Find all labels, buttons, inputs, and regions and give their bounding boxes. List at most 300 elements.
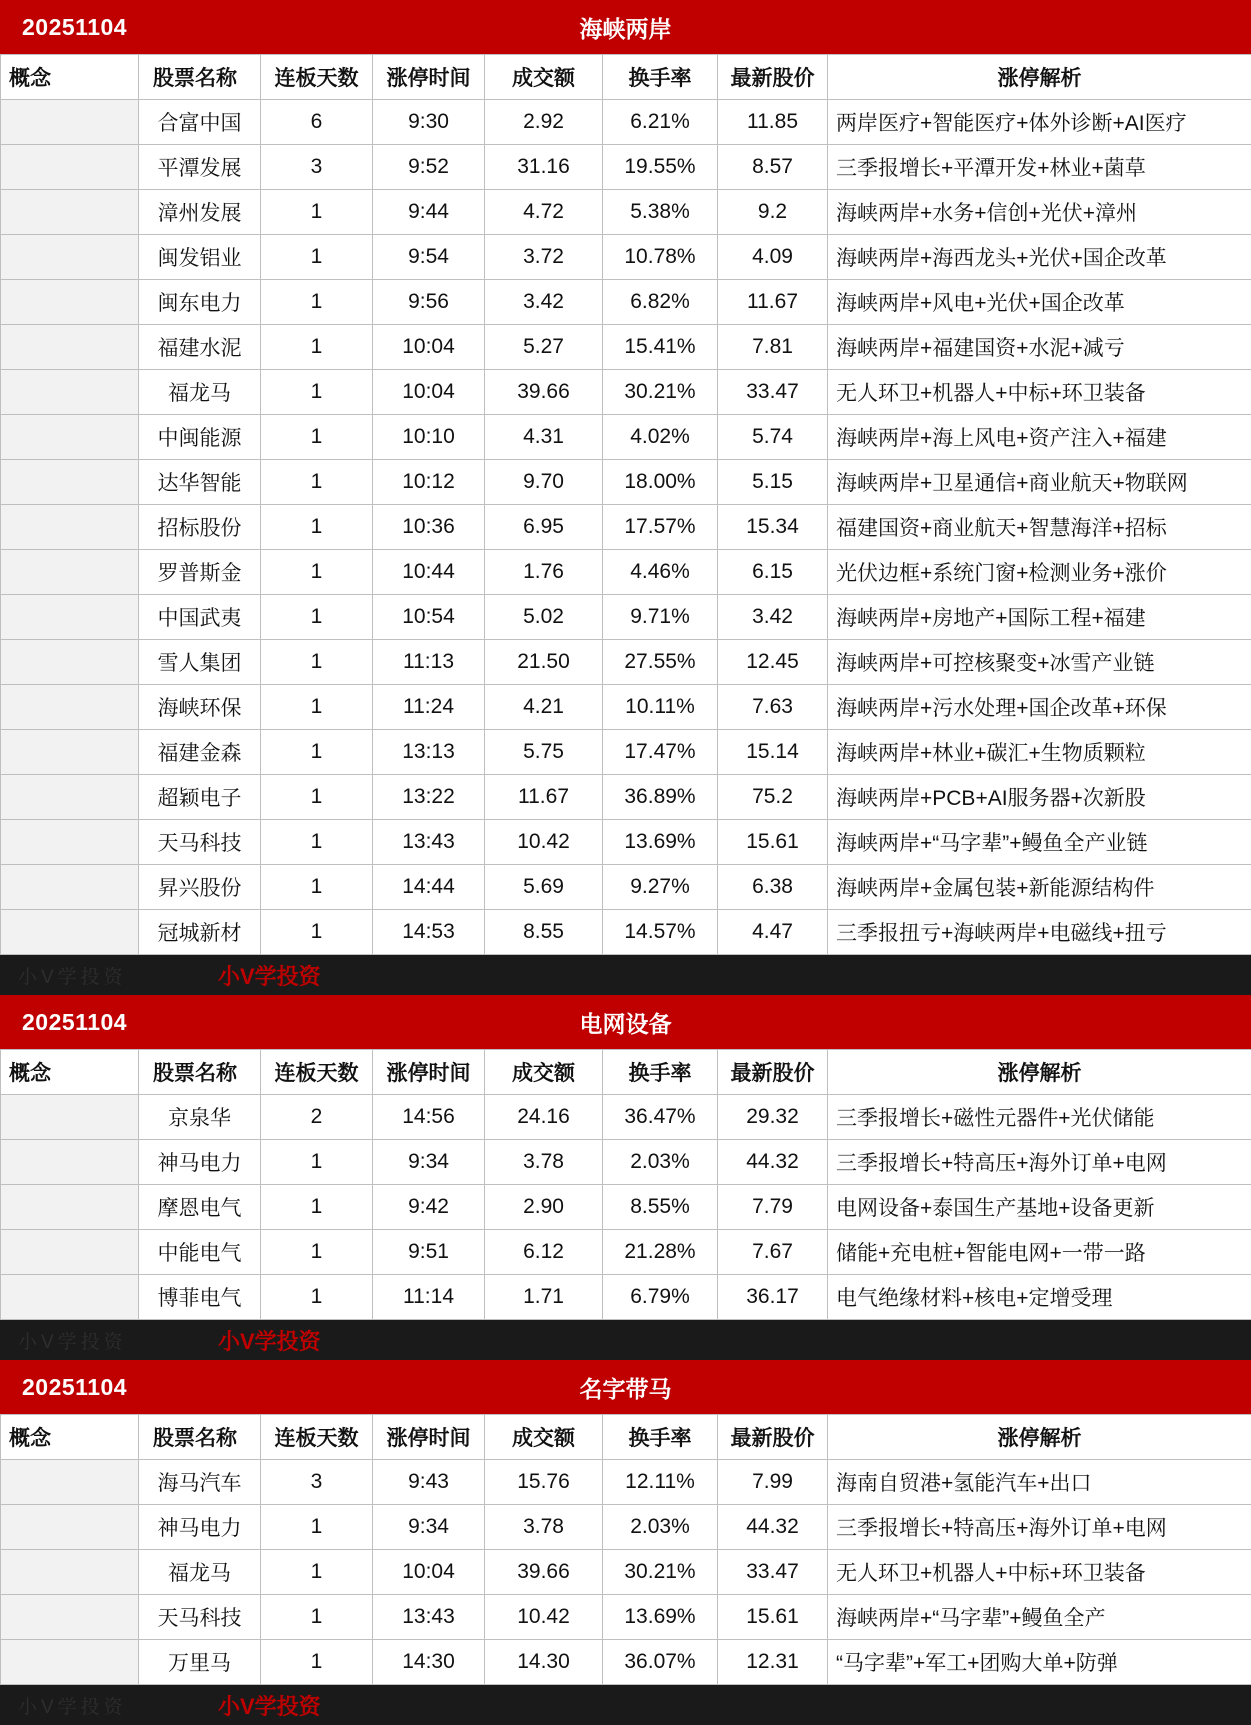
cell-limit-up-time: 9:34 [373, 1140, 485, 1185]
cell-limit-up-analysis: 三季报增长+特高压+海外订单+电网 [828, 1140, 1251, 1185]
column-header: 概念 [1, 1050, 139, 1095]
column-header: 换手率 [603, 1415, 718, 1460]
cell-concept [1, 280, 139, 325]
cell-consecutive-days: 1 [261, 595, 373, 640]
cell-limit-up-analysis: 海峡两岸+金属包装+新能源结构件 [828, 865, 1251, 910]
cell-stock-name: 中闽能源 [139, 415, 261, 460]
block-concept-title: 名字带马 [0, 1371, 1251, 1404]
cell-stock-name: 博菲电气 [139, 1275, 261, 1320]
cell-latest-price: 33.47 [718, 370, 828, 415]
cell-limit-up-time: 9:34 [373, 1505, 485, 1550]
cell-limit-up-analysis: 海峡两岸+可控核聚变+冰雪产业链 [828, 640, 1251, 685]
cell-stock-name: 天马科技 [139, 1595, 261, 1640]
cell-concept [1, 1595, 139, 1640]
cell-concept [1, 1275, 139, 1320]
table-row [1, 1275, 1251, 1320]
cell-turnover-amount: 8.55 [485, 910, 603, 955]
cell-limit-up-analysis: 电网设备+泰国生产基地+设备更新 [828, 1185, 1251, 1230]
stock-table [0, 54, 1251, 955]
table-row [1, 640, 1251, 685]
cell-latest-price: 15.14 [718, 730, 828, 775]
cell-stock-name: 海峡环保 [139, 685, 261, 730]
cell-stock-name: 福龙马 [139, 370, 261, 415]
cell-turnover-amount: 5.75 [485, 730, 603, 775]
cell-limit-up-time: 13:22 [373, 775, 485, 820]
cell-latest-price: 3.42 [718, 595, 828, 640]
cell-consecutive-days: 1 [261, 1505, 373, 1550]
cell-concept [1, 1460, 139, 1505]
cell-limit-up-time: 10:10 [373, 415, 485, 460]
cell-concept [1, 1185, 139, 1230]
cell-consecutive-days: 1 [261, 775, 373, 820]
column-header: 成交额 [485, 1415, 603, 1460]
table-row [1, 1550, 1251, 1595]
cell-limit-up-analysis: 海峡两岸+“马字辈”+鳗鱼全产业链 [828, 820, 1251, 865]
footer-watermark-strip [0, 1685, 1251, 1725]
block-concept-title: 海峡两岸 [0, 11, 1251, 44]
cell-turnover-amount: 9.70 [485, 460, 603, 505]
cell-turnover-amount: 2.90 [485, 1185, 603, 1230]
cell-limit-up-analysis: 光伏边框+系统门窗+检测业务+涨价 [828, 550, 1251, 595]
cell-limit-up-analysis: 海南自贸港+氢能汽车+出口 [828, 1460, 1251, 1505]
cell-consecutive-days: 6 [261, 100, 373, 145]
cell-limit-up-analysis: 海峡两岸+海上风电+资产注入+福建 [828, 415, 1251, 460]
table-row [1, 1595, 1251, 1640]
report-block [0, 1360, 1251, 1725]
cell-stock-name: 达华智能 [139, 460, 261, 505]
table-row [1, 775, 1251, 820]
column-header: 股票名称 [139, 1415, 261, 1460]
cell-turnover-amount: 14.30 [485, 1640, 603, 1685]
column-header: 最新股价 [718, 55, 828, 100]
cell-latest-price: 75.2 [718, 775, 828, 820]
cell-limit-up-time: 14:56 [373, 1095, 485, 1140]
table-row [1, 1095, 1251, 1140]
cell-concept [1, 460, 139, 505]
footer-watermark-strip [0, 955, 1251, 995]
table-row [1, 325, 1251, 370]
cell-limit-up-analysis: 储能+充电桩+智能电网+一带一路 [828, 1230, 1251, 1275]
cell-latest-price: 4.47 [718, 910, 828, 955]
cell-stock-name: 神马电力 [139, 1505, 261, 1550]
table-row [1, 235, 1251, 280]
cell-limit-up-time: 9:56 [373, 280, 485, 325]
cell-concept [1, 1230, 139, 1275]
cell-turnover-rate: 9.71% [603, 595, 718, 640]
footer-ghost-text: 小V学投资 [18, 962, 127, 989]
cell-stock-name: 冠城新材 [139, 910, 261, 955]
cell-turnover-amount: 11.67 [485, 775, 603, 820]
footer-ghost-text: 小V学投资 [18, 1692, 127, 1719]
cell-limit-up-analysis: 三季报扭亏+海峡两岸+电磁线+扭亏 [828, 910, 1251, 955]
cell-concept [1, 1095, 139, 1140]
table-row [1, 1640, 1251, 1685]
cell-consecutive-days: 1 [261, 550, 373, 595]
cell-turnover-amount: 4.31 [485, 415, 603, 460]
cell-latest-price: 7.81 [718, 325, 828, 370]
table-row [1, 190, 1251, 235]
cell-limit-up-time: 14:44 [373, 865, 485, 910]
cell-turnover-rate: 30.21% [603, 1550, 718, 1595]
cell-concept [1, 550, 139, 595]
cell-stock-name: 雪人集团 [139, 640, 261, 685]
cell-limit-up-time: 9:42 [373, 1185, 485, 1230]
cell-limit-up-time: 14:53 [373, 910, 485, 955]
cell-stock-name: 合富中国 [139, 100, 261, 145]
cell-turnover-rate: 10.11% [603, 685, 718, 730]
cell-turnover-amount: 24.16 [485, 1095, 603, 1140]
cell-turnover-amount: 39.66 [485, 370, 603, 415]
cell-limit-up-time: 9:30 [373, 100, 485, 145]
cell-concept [1, 685, 139, 730]
block-title-bar [0, 1360, 1251, 1414]
cell-limit-up-time: 14:30 [373, 1640, 485, 1685]
cell-turnover-amount: 39.66 [485, 1550, 603, 1595]
cell-limit-up-time: 13:43 [373, 1595, 485, 1640]
cell-turnover-rate: 14.57% [603, 910, 718, 955]
cell-limit-up-analysis: 两岸医疗+智能医疗+体外诊断+AI医疗 [828, 100, 1251, 145]
cell-concept [1, 910, 139, 955]
cell-turnover-amount: 15.76 [485, 1460, 603, 1505]
cell-turnover-rate: 15.41% [603, 325, 718, 370]
cell-turnover-amount: 5.27 [485, 325, 603, 370]
cell-turnover-amount: 1.71 [485, 1275, 603, 1320]
block-title-bar [0, 995, 1251, 1049]
cell-turnover-rate: 36.47% [603, 1095, 718, 1140]
cell-consecutive-days: 1 [261, 730, 373, 775]
column-header: 概念 [1, 1415, 139, 1460]
cell-stock-name: 闽东电力 [139, 280, 261, 325]
watermark-label: 小V学投资 [218, 1690, 321, 1721]
table-row [1, 280, 1251, 325]
cell-consecutive-days: 1 [261, 865, 373, 910]
cell-consecutive-days: 1 [261, 235, 373, 280]
cell-concept [1, 415, 139, 460]
cell-stock-name: 招标股份 [139, 505, 261, 550]
cell-limit-up-time: 10:04 [373, 1550, 485, 1595]
cell-turnover-amount: 10.42 [485, 1595, 603, 1640]
column-header: 连板天数 [261, 1415, 373, 1460]
cell-latest-price: 7.99 [718, 1460, 828, 1505]
watermark-label: 小V学投资 [218, 1325, 321, 1356]
cell-concept [1, 1505, 139, 1550]
cell-consecutive-days: 1 [261, 1185, 373, 1230]
cell-turnover-amount: 6.12 [485, 1230, 603, 1275]
block-title-bar [0, 0, 1251, 54]
table-row [1, 820, 1251, 865]
cell-concept [1, 1640, 139, 1685]
cell-latest-price: 15.61 [718, 820, 828, 865]
cell-stock-name: 闽发铝业 [139, 235, 261, 280]
cell-latest-price: 44.32 [718, 1505, 828, 1550]
cell-concept [1, 1550, 139, 1595]
cell-limit-up-time: 13:43 [373, 820, 485, 865]
column-header: 换手率 [603, 55, 718, 100]
cell-stock-name: 京泉华 [139, 1095, 261, 1140]
cell-concept [1, 820, 139, 865]
column-header: 概念 [1, 55, 139, 100]
cell-concept [1, 190, 139, 235]
cell-turnover-rate: 30.21% [603, 370, 718, 415]
cell-turnover-rate: 36.89% [603, 775, 718, 820]
cell-turnover-amount: 1.76 [485, 550, 603, 595]
cell-latest-price: 15.34 [718, 505, 828, 550]
column-header: 连板天数 [261, 55, 373, 100]
cell-limit-up-analysis: 海峡两岸+林业+碳汇+生物质颗粒 [828, 730, 1251, 775]
cell-consecutive-days: 1 [261, 370, 373, 415]
table-row [1, 730, 1251, 775]
cell-limit-up-time: 9:51 [373, 1230, 485, 1275]
column-header: 涨停解析 [828, 1050, 1251, 1095]
table-row [1, 550, 1251, 595]
cell-concept [1, 865, 139, 910]
cell-turnover-rate: 6.79% [603, 1275, 718, 1320]
cell-stock-name: 平潭发展 [139, 145, 261, 190]
cell-limit-up-time: 9:44 [373, 190, 485, 235]
cell-stock-name: 超颖电子 [139, 775, 261, 820]
table-row [1, 145, 1251, 190]
cell-limit-up-time: 11:14 [373, 1275, 485, 1320]
cell-concept [1, 145, 139, 190]
cell-consecutive-days: 1 [261, 640, 373, 685]
cell-stock-name: 福建金森 [139, 730, 261, 775]
column-header: 涨停解析 [828, 1415, 1251, 1460]
table-row [1, 1460, 1251, 1505]
table-row [1, 1230, 1251, 1275]
cell-turnover-rate: 17.57% [603, 505, 718, 550]
cell-turnover-rate: 27.55% [603, 640, 718, 685]
footer-ghost-text: 小V学投资 [18, 1327, 127, 1354]
cell-concept [1, 595, 139, 640]
column-header: 涨停时间 [373, 1415, 485, 1460]
cell-stock-name: 昇兴股份 [139, 865, 261, 910]
column-header: 最新股价 [718, 1050, 828, 1095]
cell-latest-price: 5.15 [718, 460, 828, 505]
column-header: 最新股价 [718, 1415, 828, 1460]
cell-turnover-amount: 3.72 [485, 235, 603, 280]
table-row [1, 1185, 1251, 1230]
cell-limit-up-analysis: 三季报增长+特高压+海外订单+电网 [828, 1505, 1251, 1550]
cell-concept [1, 1140, 139, 1185]
cell-limit-up-analysis: 无人环卫+机器人+中标+环卫装备 [828, 370, 1251, 415]
cell-concept [1, 325, 139, 370]
cell-turnover-amount: 6.95 [485, 505, 603, 550]
cell-limit-up-analysis: 海峡两岸+福建国资+水泥+减亏 [828, 325, 1251, 370]
cell-limit-up-analysis: 海峡两岸+风电+光伏+国企改革 [828, 280, 1251, 325]
cell-turnover-amount: 5.69 [485, 865, 603, 910]
cell-consecutive-days: 1 [261, 1275, 373, 1320]
cell-concept [1, 505, 139, 550]
table-row [1, 595, 1251, 640]
cell-turnover-amount: 4.21 [485, 685, 603, 730]
table-header-row [1, 1415, 1251, 1460]
cell-turnover-amount: 31.16 [485, 145, 603, 190]
cell-latest-price: 6.38 [718, 865, 828, 910]
cell-latest-price: 9.2 [718, 190, 828, 235]
cell-consecutive-days: 1 [261, 325, 373, 370]
cell-turnover-rate: 6.82% [603, 280, 718, 325]
block-date: 20251104 [0, 1009, 127, 1036]
cell-turnover-amount: 2.92 [485, 100, 603, 145]
cell-limit-up-time: 10:54 [373, 595, 485, 640]
cell-consecutive-days: 1 [261, 415, 373, 460]
column-header: 股票名称 [139, 55, 261, 100]
table-row [1, 415, 1251, 460]
cell-limit-up-time: 9:54 [373, 235, 485, 280]
cell-limit-up-analysis: “马字辈”+军工+团购大单+防弹 [828, 1640, 1251, 1685]
cell-stock-name: 中国武夷 [139, 595, 261, 640]
table-row [1, 1140, 1251, 1185]
cell-limit-up-analysis: 海峡两岸+水务+信创+光伏+漳州 [828, 190, 1251, 235]
cell-turnover-rate: 21.28% [603, 1230, 718, 1275]
cell-concept [1, 370, 139, 415]
table-row [1, 910, 1251, 955]
column-header: 涨停时间 [373, 1050, 485, 1095]
cell-consecutive-days: 1 [261, 1640, 373, 1685]
cell-limit-up-time: 11:13 [373, 640, 485, 685]
cell-latest-price: 7.63 [718, 685, 828, 730]
cell-turnover-rate: 4.02% [603, 415, 718, 460]
cell-turnover-rate: 36.07% [603, 1640, 718, 1685]
cell-consecutive-days: 1 [261, 1140, 373, 1185]
cell-limit-up-time: 11:24 [373, 685, 485, 730]
cell-limit-up-time: 13:13 [373, 730, 485, 775]
block-concept-title: 电网设备 [0, 1006, 1251, 1039]
report-block [0, 995, 1251, 1360]
cell-stock-name: 中能电气 [139, 1230, 261, 1275]
cell-turnover-rate: 9.27% [603, 865, 718, 910]
cell-limit-up-time: 10:12 [373, 460, 485, 505]
cell-latest-price: 5.74 [718, 415, 828, 460]
cell-limit-up-analysis: 福建国资+商业航天+智慧海洋+招标 [828, 505, 1251, 550]
cell-turnover-amount: 3.42 [485, 280, 603, 325]
column-header: 涨停解析 [828, 55, 1251, 100]
cell-limit-up-time: 10:04 [373, 370, 485, 415]
table-header-row [1, 55, 1251, 100]
column-header: 连板天数 [261, 1050, 373, 1095]
cell-consecutive-days: 1 [261, 1550, 373, 1595]
cell-latest-price: 36.17 [718, 1275, 828, 1320]
cell-turnover-rate: 12.11% [603, 1460, 718, 1505]
cell-stock-name: 神马电力 [139, 1140, 261, 1185]
cell-latest-price: 29.32 [718, 1095, 828, 1140]
cell-limit-up-time: 10:36 [373, 505, 485, 550]
table-row [1, 460, 1251, 505]
cell-latest-price: 44.32 [718, 1140, 828, 1185]
cell-latest-price: 7.79 [718, 1185, 828, 1230]
cell-consecutive-days: 1 [261, 1595, 373, 1640]
cell-latest-price: 11.67 [718, 280, 828, 325]
cell-turnover-rate: 18.00% [603, 460, 718, 505]
cell-stock-name: 海马汽车 [139, 1460, 261, 1505]
cell-turnover-amount: 10.42 [485, 820, 603, 865]
cell-limit-up-time: 9:52 [373, 145, 485, 190]
cell-stock-name: 天马科技 [139, 820, 261, 865]
cell-stock-name: 漳州发展 [139, 190, 261, 235]
cell-latest-price: 15.61 [718, 1595, 828, 1640]
column-header: 股票名称 [139, 1050, 261, 1095]
cell-latest-price: 4.09 [718, 235, 828, 280]
cell-limit-up-analysis: 电气绝缘材料+核电+定增受理 [828, 1275, 1251, 1320]
table-row [1, 505, 1251, 550]
watermark-label: 小V学投资 [218, 960, 321, 991]
column-header: 换手率 [603, 1050, 718, 1095]
cell-latest-price: 33.47 [718, 1550, 828, 1595]
cell-consecutive-days: 1 [261, 190, 373, 235]
cell-concept [1, 775, 139, 820]
cell-latest-price: 6.15 [718, 550, 828, 595]
cell-latest-price: 12.31 [718, 1640, 828, 1685]
cell-turnover-rate: 13.69% [603, 820, 718, 865]
table-row [1, 865, 1251, 910]
block-date: 20251104 [0, 14, 127, 41]
stock-table [0, 1049, 1251, 1320]
table-row [1, 100, 1251, 145]
cell-concept [1, 640, 139, 685]
cell-concept [1, 730, 139, 775]
cell-limit-up-analysis: 三季报增长+磁性元器件+光伏储能 [828, 1095, 1251, 1140]
cell-latest-price: 7.67 [718, 1230, 828, 1275]
cell-consecutive-days: 1 [261, 460, 373, 505]
cell-turnover-amount: 3.78 [485, 1505, 603, 1550]
cell-limit-up-time: 10:44 [373, 550, 485, 595]
column-header: 成交额 [485, 1050, 603, 1095]
cell-latest-price: 12.45 [718, 640, 828, 685]
cell-stock-name: 福龙马 [139, 1550, 261, 1595]
cell-stock-name: 万里马 [139, 1640, 261, 1685]
cell-turnover-rate: 8.55% [603, 1185, 718, 1230]
cell-limit-up-analysis: 海峡两岸+房地产+国际工程+福建 [828, 595, 1251, 640]
cell-consecutive-days: 3 [261, 1460, 373, 1505]
cell-turnover-rate: 10.78% [603, 235, 718, 280]
cell-consecutive-days: 1 [261, 820, 373, 865]
cell-consecutive-days: 1 [261, 910, 373, 955]
stock-table [0, 1414, 1251, 1685]
cell-turnover-rate: 2.03% [603, 1505, 718, 1550]
table-header-row [1, 1050, 1251, 1095]
cell-limit-up-analysis: 海峡两岸+海西龙头+光伏+国企改革 [828, 235, 1251, 280]
cell-concept [1, 235, 139, 280]
cell-turnover-rate: 17.47% [603, 730, 718, 775]
cell-concept [1, 100, 139, 145]
cell-stock-name: 罗普斯金 [139, 550, 261, 595]
cell-turnover-amount: 21.50 [485, 640, 603, 685]
cell-stock-name: 摩恩电气 [139, 1185, 261, 1230]
cell-latest-price: 8.57 [718, 145, 828, 190]
cell-turnover-rate: 19.55% [603, 145, 718, 190]
cell-limit-up-analysis: 海峡两岸+卫星通信+商业航天+物联网 [828, 460, 1251, 505]
cell-latest-price: 11.85 [718, 100, 828, 145]
block-date: 20251104 [0, 1374, 127, 1401]
cell-turnover-rate: 5.38% [603, 190, 718, 235]
cell-turnover-amount: 4.72 [485, 190, 603, 235]
cell-limit-up-analysis: 海峡两岸+PCB+AI服务器+次新股 [828, 775, 1251, 820]
cell-limit-up-analysis: 海峡两岸+“马字辈”+鳗鱼全产 [828, 1595, 1251, 1640]
cell-turnover-rate: 2.03% [603, 1140, 718, 1185]
cell-limit-up-analysis: 三季报增长+平潭开发+林业+菌草 [828, 145, 1251, 190]
cell-turnover-rate: 4.46% [603, 550, 718, 595]
cell-consecutive-days: 1 [261, 505, 373, 550]
cell-turnover-amount: 5.02 [485, 595, 603, 640]
cell-consecutive-days: 1 [261, 1230, 373, 1275]
cell-consecutive-days: 3 [261, 145, 373, 190]
cell-consecutive-days: 1 [261, 280, 373, 325]
cell-limit-up-analysis: 海峡两岸+污水处理+国企改革+环保 [828, 685, 1251, 730]
cell-turnover-rate: 6.21% [603, 100, 718, 145]
cell-limit-up-analysis: 无人环卫+机器人+中标+环卫装备 [828, 1550, 1251, 1595]
table-row [1, 370, 1251, 415]
cell-turnover-rate: 13.69% [603, 1595, 718, 1640]
